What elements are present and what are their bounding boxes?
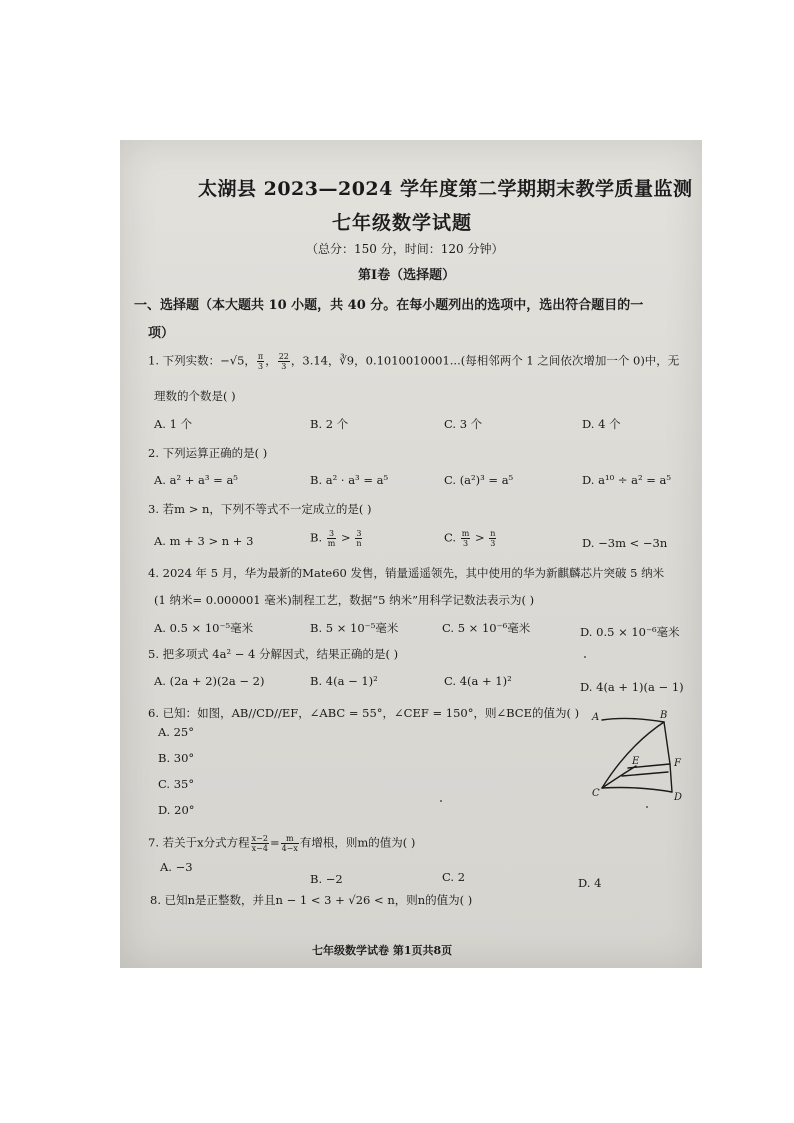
q4-option-d: D. 0.5 × 10⁻⁶毫米 — [580, 625, 680, 639]
q1-option-d: D. 4 个 — [582, 417, 621, 431]
q3-option-b: B. $\frac{3}{m}$ > $\frac{3}{n}$ — [310, 529, 362, 548]
page-footer: 七年级数学试卷 第1页共8页 — [312, 944, 453, 957]
label-d: D — [674, 792, 683, 803]
line-bc — [602, 722, 664, 788]
q4-option-b: B. 5 × 10⁻⁵毫米 — [310, 621, 399, 635]
exam-subtitle: 七年级数学试题 — [332, 212, 473, 234]
question-1-stem: 1. 下列实数：−√5， $\frac{\pi}{3}$ ， $\frac{22}{3}$ ，3.14，∛9，0.1010010001...(每相邻两个 1 之间依次增加一个 0)中，无 — [148, 352, 680, 371]
q6-option-c: C. 35° — [158, 777, 195, 791]
q1-option-b: B. 2 个 — [310, 417, 349, 431]
label-c: C — [592, 788, 600, 799]
q7-option-d: D. 4 — [578, 876, 602, 890]
speck — [584, 656, 586, 658]
q1-option-c: C. 3 个 — [444, 417, 483, 431]
label-f: F — [674, 758, 681, 769]
label-b: B — [660, 710, 668, 721]
q2-option-a: A. a² + a³ = a⁵ — [154, 473, 238, 487]
line-cd — [602, 788, 672, 793]
label-a: A — [592, 712, 600, 723]
question-3-stem: 3. 若m > n，下列不等式不一定成立的是( ) — [148, 502, 372, 516]
speck — [646, 806, 648, 808]
question-7-stem: 7. 若关于x分式方程 $\frac{x-2}{x-4}$ = $\frac{m}{4-x}$ 有增根，则m的值为( ) — [148, 834, 416, 853]
fraction: $\frac{\pi}{3}$ — [257, 352, 264, 371]
q7-option-b: B. −2 — [310, 872, 343, 886]
q2-option-d: D. a¹⁰ ÷ a² = a⁵ — [582, 473, 672, 487]
line-aux — [622, 772, 668, 776]
q3-option-d: D. −3m < −3n — [582, 536, 668, 550]
section-heading: 一、选择题（本大题共 10 小题，共 40 分。在每小题列出的选项中，选出符合题目的一 — [134, 298, 644, 313]
question-2-stem: 2. 下列运算正确的是( ) — [148, 446, 268, 460]
question-5-stem: 5. 把多项式 4a² − 4 分解因式，结果正确的是( ) — [148, 647, 399, 661]
q3-option-c: C. $\frac{m}{3}$ > $\frac{n}{3}$ — [444, 529, 496, 548]
q3-option-a: A. m + 3 > n + 3 — [154, 534, 254, 548]
line-ab — [602, 718, 664, 722]
question-6-stem: 6. 已知：如图，AB//CD//EF，∠ABC = 55°，∠CEF = 150°，则∠BCE的值为( ) — [148, 706, 580, 720]
speck — [440, 800, 442, 802]
q6-option-b: B. 30° — [158, 751, 195, 765]
question-1-stem-cont: 理数的个数是( ) — [154, 389, 236, 403]
geometry-figure — [588, 706, 688, 806]
q5-option-b: B. 4(a − 1)² — [310, 674, 378, 688]
q5-option-c: C. 4(a + 1)² — [444, 674, 512, 688]
label-e: E — [632, 756, 640, 767]
question-4-stem-cont: (1 纳米= 0.000001 毫米)制程工艺，数据“5 纳米”用科学记数法表示为( ) — [154, 593, 535, 607]
q5-option-a: A. (2a + 2)(2a − 2) — [154, 674, 265, 688]
q5-option-d: D. 4(a + 1)(a − 1) — [580, 680, 684, 694]
exam-photo — [120, 140, 702, 968]
q2-option-c: C. (a²)³ = a⁵ — [444, 473, 514, 487]
exam-title: 太湖县 2023—2024 学年度第二学期期末教学质量监测 — [198, 178, 693, 200]
line-ce — [602, 766, 636, 788]
question-8-stem: 8. 已知n是正整数，并且n − 1 < 3 + √26 < n，则n的值为( ) — [150, 893, 473, 907]
exam-meta: （总分：150 分，时间：120 分钟） — [306, 242, 504, 256]
q7-option-a: A. −3 — [160, 860, 193, 874]
volume-heading: 第Ⅰ卷（选择题） — [358, 268, 456, 283]
q7-option-c: C. 2 — [442, 870, 466, 884]
q4-option-a: A. 0.5 × 10⁻⁵毫米 — [154, 621, 254, 635]
fraction: $\frac{22}{3}$ — [278, 352, 289, 371]
q6-option-d: D. 20° — [158, 803, 195, 817]
line-bd — [664, 722, 672, 792]
section-heading-cont: 项） — [148, 326, 175, 341]
q6-option-a: A. 25° — [158, 725, 194, 739]
q4-option-c: C. 5 × 10⁻⁶毫米 — [442, 621, 531, 635]
q2-option-b: B. a² · a³ = a⁵ — [310, 473, 389, 487]
question-4-stem: 4. 2024 年 5 月，华为最新的Mate60 发售，销量遥遥领先，其中使用的华为新麒麟芯片突破 5 纳米 — [148, 566, 665, 580]
q1-option-a: A. 1 个 — [154, 417, 193, 431]
